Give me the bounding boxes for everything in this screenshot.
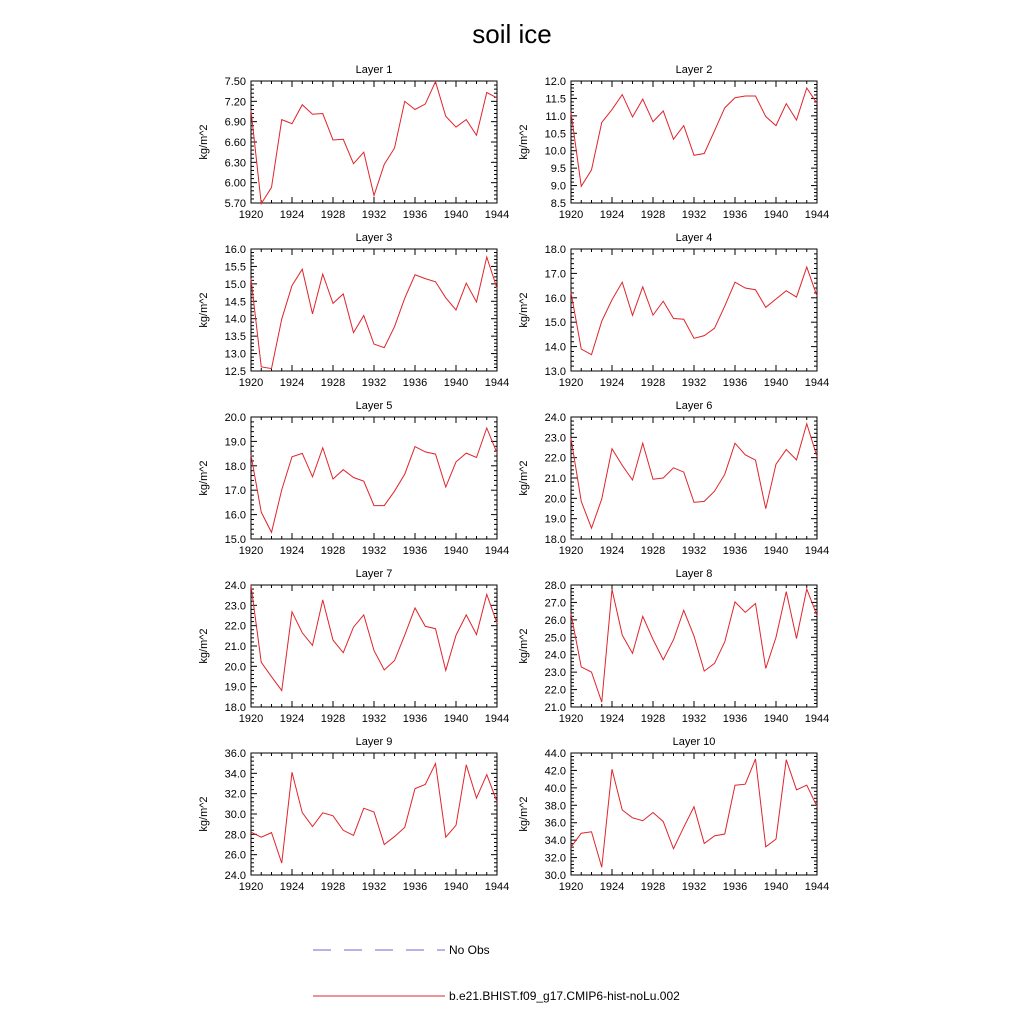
y-axis-label: kg/m^2 [198,628,210,664]
x-tick-label: 1928 [320,545,346,557]
y-axis-label: kg/m^2 [198,796,210,832]
series-line [571,589,817,702]
x-tick-label: 1924 [279,881,305,893]
x-tick-label: 1920 [558,209,584,221]
panel-title: Layer 1 [355,64,393,76]
y-axis-label: kg/m^2 [518,292,530,328]
x-tick-label: 1936 [722,713,748,725]
x-tick-label: 1928 [640,881,666,893]
x-tick-label: 1920 [238,377,264,389]
y-tick-label: 22.0 [544,684,566,697]
y-tick-label: 19.0 [224,436,246,449]
y-tick-label: 32.0 [224,788,246,801]
y-axis-label: kg/m^2 [518,628,530,664]
panel-title: Layer 5 [355,400,393,412]
x-tick-label: 1924 [599,377,625,389]
x-tick-label: 1936 [402,209,428,221]
x-tick-label: 1928 [640,377,666,389]
panel-layer-2 [518,64,829,221]
y-tick-label: 34.0 [544,835,566,848]
y-tick-label: 10.5 [544,128,566,141]
x-tick-label: 1932 [361,881,387,893]
x-tick-label: 1932 [681,377,707,389]
panel-layer-3 [198,232,509,389]
x-tick-label: 1944 [484,209,510,221]
panel-layer-5 [198,400,509,557]
x-tick-label: 1924 [599,713,625,725]
y-tick-label: 20.0 [544,493,566,506]
y-tick-label: 17.0 [224,485,246,498]
x-tick-label: 1920 [558,377,584,389]
plot-frame [571,585,817,707]
y-tick-label: 15.5 [224,261,246,274]
y-tick-label: 14.5 [224,296,246,309]
y-tick-label: 10.0 [544,145,566,158]
y-tick-label: 38.0 [544,800,566,813]
series-line [251,257,497,369]
panel-layer-10 [518,736,829,893]
x-tick-label: 1940 [443,377,469,389]
panel-layer-4 [518,232,829,389]
x-tick-label: 1932 [681,713,707,725]
x-tick-label: 1932 [361,209,387,221]
x-tick-label: 1920 [558,545,584,557]
y-axis-label: kg/m^2 [198,292,210,328]
panel-title: Layer 8 [675,568,713,580]
y-tick-label: 6.90 [224,116,246,129]
x-tick-label: 1928 [320,713,346,725]
y-axis-label: kg/m^2 [198,124,210,160]
series-line [571,267,817,355]
y-tick-label: 16.0 [224,509,246,522]
panel-title: Layer 6 [675,400,713,412]
y-tick-label: 14.0 [224,313,246,326]
x-tick-label: 1932 [361,377,387,389]
y-tick-label: 6.00 [224,177,246,190]
x-tick-label: 1936 [402,545,428,557]
y-tick-label: 24.0 [544,412,566,424]
x-tick-label: 1928 [320,377,346,389]
y-tick-label: 14.0 [544,341,566,354]
y-tick-label: 21.0 [544,702,566,714]
x-tick-label: 1932 [361,713,387,725]
y-tick-label: 25.0 [544,632,566,645]
x-tick-label: 1920 [238,881,264,893]
plot-frame [251,81,497,203]
y-tick-label: 30.0 [224,809,246,821]
x-tick-label: 1924 [599,209,625,221]
x-tick-label: 1924 [279,545,305,557]
y-axis-label: kg/m^2 [518,460,530,496]
series-line [571,759,817,867]
y-tick-label: 8.5 [550,198,566,210]
y-tick-label: 9.0 [550,180,566,193]
plot-frame [571,417,817,539]
y-tick-label: 30.0 [544,870,566,882]
y-tick-label: 18.0 [224,460,246,473]
y-axis-label: kg/m^2 [518,796,530,832]
y-tick-label: 22.0 [224,620,246,633]
y-tick-label: 7.20 [224,96,246,109]
x-tick-label: 1944 [484,713,510,725]
x-tick-label: 1944 [804,545,830,557]
plot-frame [571,249,817,371]
y-tick-label: 9.5 [550,163,566,176]
x-tick-label: 1932 [681,881,707,893]
panel-title: Layer 10 [672,736,716,748]
panel-layer-6 [518,400,829,557]
legend-model-label: b.e21.BHIST.f09_g17.CMIP6-hist-noLu.002 [449,989,680,1003]
y-tick-label: 18.0 [544,244,566,256]
y-tick-label: 16.0 [224,244,246,256]
x-tick-label: 1940 [443,545,469,557]
y-tick-label: 21.0 [224,641,246,653]
y-tick-label: 18.0 [224,702,246,714]
series-line [251,585,497,690]
x-tick-label: 1944 [484,545,510,557]
x-tick-label: 1924 [279,209,305,221]
y-tick-label: 36.0 [224,748,246,760]
y-tick-label: 6.30 [224,157,246,170]
series-line [251,82,497,204]
panel-title: Layer 4 [675,232,713,244]
x-tick-label: 1940 [763,713,789,725]
x-tick-label: 1944 [484,377,510,389]
y-tick-label: 20.0 [224,412,246,424]
x-tick-label: 1928 [640,209,666,221]
x-tick-label: 1924 [599,881,625,893]
x-tick-label: 1924 [279,377,305,389]
y-tick-label: 22.0 [544,452,566,465]
x-tick-label: 1924 [279,713,305,725]
x-tick-label: 1928 [640,545,666,557]
y-tick-label: 19.0 [544,513,566,526]
x-tick-label: 1936 [402,881,428,893]
x-tick-label: 1944 [804,377,830,389]
x-tick-label: 1920 [238,545,264,557]
panel-title: Layer 2 [675,64,713,76]
panel-layer-7 [198,568,509,725]
y-tick-label: 34.0 [224,768,246,781]
x-tick-label: 1928 [320,209,346,221]
y-tick-label: 15.0 [544,317,566,330]
y-tick-label: 21.0 [544,473,566,485]
x-tick-label: 1940 [763,881,789,893]
panel-title: Layer 7 [355,568,393,580]
x-tick-label: 1940 [443,881,469,893]
y-tick-label: 13.5 [224,331,246,344]
y-tick-label: 20.0 [224,661,246,674]
x-tick-label: 1920 [238,209,264,221]
x-tick-label: 1936 [402,377,428,389]
x-tick-label: 1944 [804,209,830,221]
y-tick-label: 11.0 [545,110,566,123]
x-tick-label: 1940 [763,209,789,221]
plot-frame [251,417,497,539]
panel-title: Layer 9 [355,736,393,748]
y-tick-label: 19.0 [224,681,246,694]
series-line [571,424,817,529]
y-tick-label: 6.60 [224,137,246,149]
x-tick-label: 1920 [238,713,264,725]
x-tick-label: 1944 [484,881,510,893]
series-line [251,764,497,864]
x-tick-label: 1932 [361,545,387,557]
y-tick-label: 23.0 [544,667,566,680]
y-tick-label: 23.0 [544,432,566,445]
y-tick-label: 13.0 [544,366,566,378]
x-tick-label: 1920 [558,881,584,893]
x-tick-label: 1940 [763,545,789,557]
y-tick-label: 7.50 [224,76,246,88]
plot-frame [571,81,817,203]
panels-grid [198,64,829,893]
x-tick-label: 1928 [640,713,666,725]
y-tick-label: 27.0 [544,597,566,610]
x-tick-label: 1944 [804,713,830,725]
y-tick-label: 24.0 [224,580,246,592]
y-tick-label: 5.70 [224,198,246,210]
y-tick-label: 28.0 [544,580,566,592]
y-tick-label: 12.0 [544,76,566,88]
y-tick-label: 24.0 [544,649,566,662]
x-tick-label: 1940 [763,377,789,389]
x-tick-label: 1932 [681,545,707,557]
y-tick-label: 13.0 [224,348,246,361]
y-tick-label: 23.0 [224,600,246,613]
y-tick-label: 26.0 [544,614,566,627]
x-tick-label: 1936 [722,209,748,221]
plot-frame [571,753,817,875]
y-tick-label: 44.0 [544,748,566,760]
legend-no-obs-label: No Obs [449,943,490,957]
y-tick-label: 15.0 [224,278,246,291]
x-tick-label: 1936 [722,377,748,389]
plot-frame [251,753,497,875]
y-tick-label: 12.5 [224,366,246,378]
y-tick-label: 24.0 [224,870,246,882]
y-axis-label: kg/m^2 [198,460,210,496]
x-tick-label: 1936 [722,545,748,557]
y-tick-label: 15.0 [224,534,246,546]
x-tick-label: 1932 [681,209,707,221]
x-tick-label: 1944 [804,881,830,893]
chart-title: soil ice [472,19,552,49]
y-tick-label: 17.0 [544,268,566,281]
panel-layer-1 [198,64,509,221]
y-tick-label: 36.0 [544,817,566,830]
panel-layer-9 [198,736,509,893]
x-tick-label: 1924 [599,545,625,557]
x-tick-label: 1940 [443,209,469,221]
y-tick-label: 42.0 [544,765,566,778]
y-tick-label: 11.5 [545,93,566,106]
legend [313,943,680,1003]
series-line [251,428,497,532]
y-tick-label: 40.0 [544,782,566,795]
y-tick-label: 18.0 [544,534,566,546]
series-line [571,88,817,186]
x-tick-label: 1928 [320,881,346,893]
plot-frame [251,249,497,371]
x-tick-label: 1940 [443,713,469,725]
panel-layer-8 [518,568,829,725]
y-tick-label: 32.0 [544,852,566,865]
x-tick-label: 1920 [558,713,584,725]
panel-title: Layer 3 [355,232,393,244]
y-axis-label: kg/m^2 [518,124,530,160]
y-tick-label: 26.0 [224,849,246,862]
y-tick-label: 28.0 [224,829,246,842]
y-tick-label: 16.0 [544,292,566,305]
x-tick-label: 1936 [402,713,428,725]
x-tick-label: 1936 [722,881,748,893]
